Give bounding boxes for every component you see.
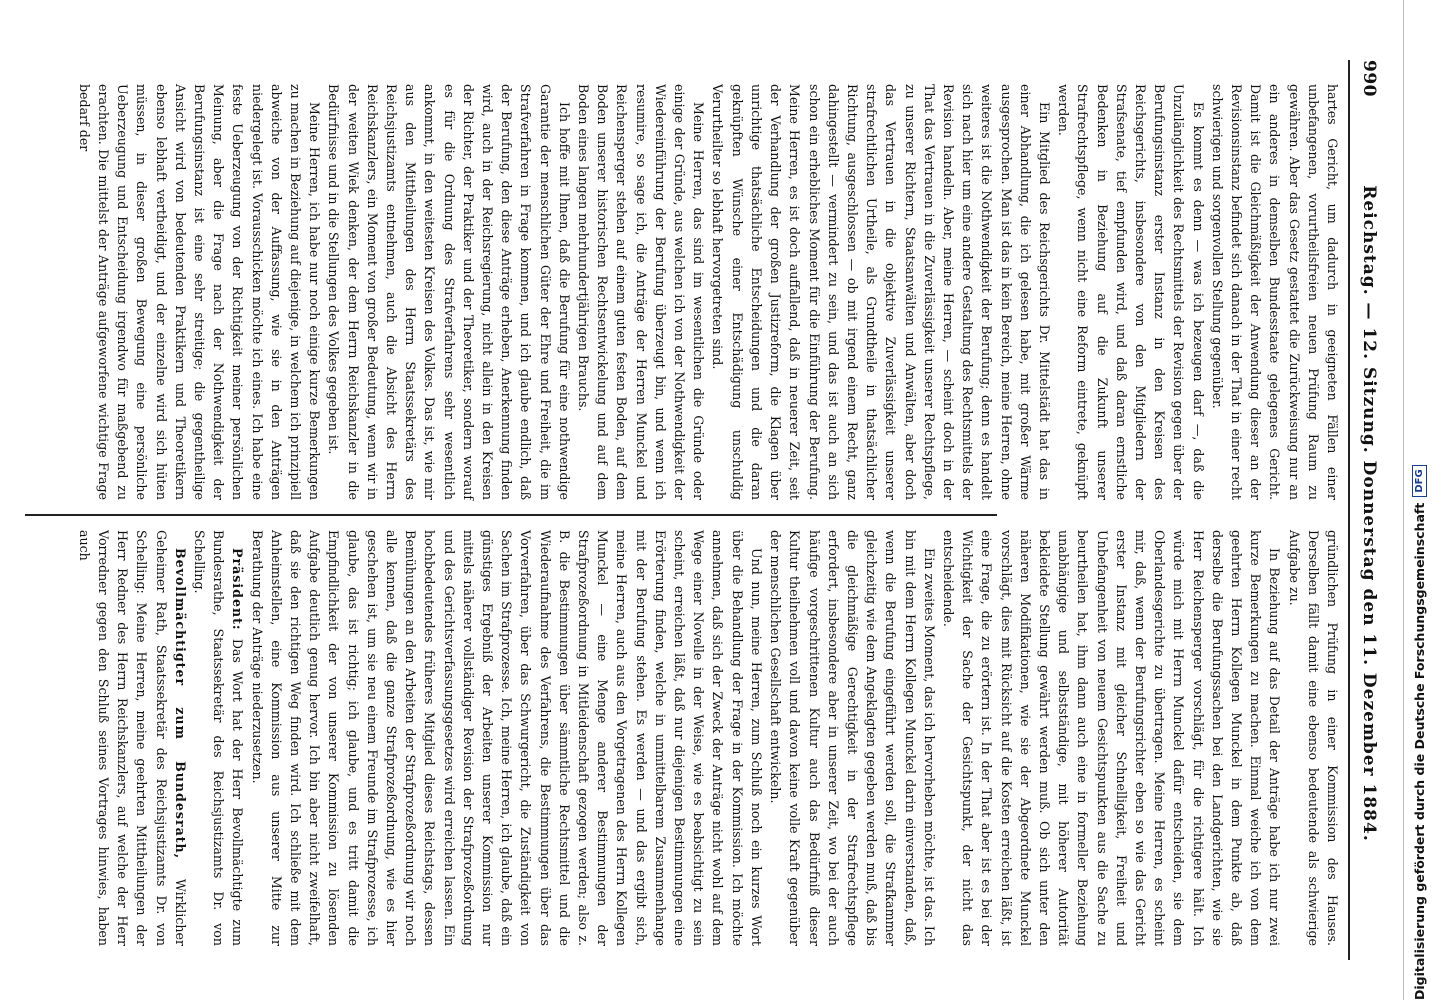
paragraph: Meine Herren, das sind im wesentlichen die Gründe oder einige der Gründe, aus welchen ich von der Nothwendigkeit der Wiedereinführung der Berufung überzeugt bin, und wenn ich resumire, so sage ich, die Anträge der Herren Munckel und Reichensperger stehen auf einem guten festen Boden, auf dem Boden unserer historischen Rechtsentwickelung und auf dem Boden eines langen mehrhundertjährigen Brauchs. xyxy=(576,84,707,500)
text-columns xyxy=(25,70,1342,960)
credit-text: Digitalisierung gefördert durch die Deutsche Forschungsgemeinschaft xyxy=(1411,502,1427,1000)
respondent-paragraph xyxy=(75,530,190,946)
dfg-logo: DFG xyxy=(1412,465,1427,496)
scan-edge-line xyxy=(1403,0,1404,1000)
paragraph: In Beziehung auf das Detail der Anträge habe ich nur zwei kurze Bemerkungen zu machen. Einmal weiche ich von dem geehrten Herrn Kollegen Munckel in dem Punkte ab, daß derselbe die Berufungssachen bei den Landgerichten, wie sie Herr Reichensperger vorschlägt, für die richtigere hält. Ich würde mich mit Herrn Munckel dafür entscheiden, sie dem Oberlandesgerichte zu übertragen. Meine Herren, es scheint mir, daß, wenn der Berufungsrichter eben so wie das Gericht erster Instanz mit gleicher Schnelligkeit, Freiheit und Unbefangenheit von neuem Gesichtspunkten aus die Sache zu beurtheilen hat, ihm dann auch eine in formeller Beziehung unabhängige und selbstständige, mit höherer Autorität bekleidete Stellung gewährt werden muß. Ob sich unter den näheren Modifikationen, wie sie der Abgeordnete Munckel vorschlägt, dies mit Rücksicht auf die Kosten erreichen läßt, ist eine Frage, die zu erörtern ist. In der That aber ist es bei der Wichtigkeit der Sache der Gesichtspunkt, der nicht das entscheidende. xyxy=(940,530,1283,946)
paragraph: Ein Mitglied des Reichsgerichts Dr. Mittelstädt hat das in einer Abhandlung, die ich gelesen habe, mit großer Wärme ausgesprochen. Man ist das in kein Bereich, meine Herren, ohne weiteres ist die Nothwendigkeit der Berufung; denn es handelt sich nach hier um eine andere Gestaltung des Rechtsmittels der Revision handeln. Aber, meine Herren, — scheint doch in der That das Vertrauen in die Zuverlässigkeit unserer Rechtspflege, zu unserer Richtern, Staatsanwälten und Anwälten, aber doch das Vertrauen in die objektive Zuverlässigkeit unserer strafrechtlichen Urtheile, als Grundtheile in thatsächlicher Richtung, ausgeschlossen — ob mit irgend einem Recht, ganz dahingestellt — vermindert zu sein, und das ist auch an sich schon ein erhebliches Moment für die Einführung der Berufung. Meine Herren, es ist doch auffallend, daß in neuerer Zeit, seit der Verhandlung der großen Justizreform, die Klagen über unrichtige thatsächliche Entscheidungen und die daran geknüpften Wünsche einer Entschädigung unschuldig Verurtheilter so lebhaft hervorgetreten sind. xyxy=(710,84,1052,500)
speaker-paragraph xyxy=(190,530,248,946)
paragraph: Es kommt es denn — was ich bezeugen darf —, daß die Unzulänglichkeit des Rechtsmittels der Revision gegen über der Berufungsinstanz erster Instanz in den Kreisen des Reichsgerichts, insbesondere von den Mitgliedern der Strafsenate, tief empfunden wird, und daß daran ernstliche Bedenken in Beziehung auf die Zukunft unserer Strafrechtspflege, wenn nicht eine Reform eintrete, geknüpft werden. xyxy=(1056,84,1206,500)
digitization-credit xyxy=(1409,0,1429,1000)
speaker-label: Präsident: xyxy=(230,548,246,631)
paragraph: Meine Herren, ich habe nur noch einige kurze Bemerkungen zu machen in Beziehung auf diejenige, in welchem ich prinzipiell abweiche von der Auffassung, wie sie in den Anträgen niedergelegt ist. Vorausschicken möchte ich eines. Ich habe eine feste Ueberzeugung von der Richtigkeit meiner persönlichen Meinung, aber die Frage nach der Nothwendigkeit der Berufungsinstanz ist eine sehr streitige; die gegentheilige Ansicht wird von bedeutenden Praktikern und Theoretikern ebenso lebhaft vertheidigt, und der einzelne wird sich hüten müssen, in dieser großen Bewegung eine persönliche Ueberzeugung und Entscheidung irgendwo für maßgebend zu erachten. Die mittelst der Anträge aufgeworfene wichtige Frage bedarf der xyxy=(76,84,323,500)
right-column xyxy=(25,516,1342,960)
respondent-text: Wirklicher Geheimer Rath, Staatssekretär des Reichsjustizamts Dr. von Schelling: Meine Herren, meine geehrten Mittheilungen der Herr Redner des Herrn Reichskanzlers, auf welche der Herr Vorredner gegen den Schluß seines Vortrages hinwies, haben auch xyxy=(76,530,188,946)
paragraph: Und nun, meine Herren, zum Schluß noch ein kurzes Wort über die Behandlung der Frage in der Kommission. Ich möchte annehmen, daß sich der Zweck der Anträge nicht wohl auf dem Wege einer Novelle in der Weise, wie es beabsichtigt zu sein scheint, erreichen läßt, daß nur diejenigen Bestimmungen eine Erörterung finden, welche in unmittelbarem Zusammenhange mit der Berufung stehen. Es werden — und das ergibt sich, meine Herren, auch aus den Vorgetragenen des Herrn Kollegen Munckel — eine Menge anderer Bestimmungen der Strafprozeßordnung in Mitleidenschaft gezogen werden; also z. B. die Bestimmungen über sämmtliche Rechtsmittel und die Wiederaufnahme des Verfahrens, die Bestimmungen über das Vorverfahren, über das Schwurgericht, die Zuständigkeit von Sachen im Strafprozesse. Ich, meine Herren, ich glaube, daß ein günstiges Ergebniß der Arbeiten unserer Kommission nur mittels näherer vollständiger Revision der Strafprozeßordnung und des Gerichtsverfassungsgesetzes wird erreichen lassen. Ein hochbedeutendes früheres Mitglied dieses Reichstags, dessen Bemühungen an den Arbeiten der Strafprozeßordnung wir noch alle kennen, daß die ganze Strafprozeßordnung, wie es hier geschehen ist, um sie neu einem Freunde im Strafprozesse, ich glaube, das ist richtig; ich glaube, und es tritt damit die Empfindlichkeit der von unserer Kommission zu lösenden Aufgabe deutlich genug hervor. Ich bin aber nicht zweifelhaft, daß sie den richtigen Weg finden wird. Ich schließe mit dem Anheimstellen, eine Kommission aus unserer Mitte zur Berathung der Anträge niederzusetzen. xyxy=(249,530,764,946)
paragraph: hartes Gericht, um dadurch in geeigneten Fällen einer unbefangenen, vorurtheilsfreien neuen Prüfung Raum zu gewähren. Aber das Gesetz gestattet die Zurückweisung nur an ein anderes in demselben Bundesstaate gelegenes Gericht. Damit ist die Gleichmäßigkeit der Anwendung dieser an der Revisionsinstanz befindet sich danach in der That in einer recht schwierigen und sorgenvollen Stellung gegenüber. xyxy=(1209,84,1340,500)
respondent-label: Bevollmächtigter zum Bundesrath, xyxy=(172,548,188,860)
header-rule xyxy=(1348,60,1350,960)
paragraph: gründlichen Prüfung in einer Kommission des Hauses. Derselben fällt damit eine ebenso bedeutende als schwierige Aufgabe zu. xyxy=(1286,530,1340,946)
paragraph: Ein zweites Moment, das ich hervorheben möchte, ist das. Ich bin mit dem Herrn Kollegen Munckel darin einverstanden, daß, wenn die Berufung eingeführt werden soll, die Strafkammer gleichzeitig wie dem Angeklagten gegeben werden muß, daß bis die gleichmäßige Gerechtigkeit in der Strafrechtspflege erfordert, insbesondere aber in unserer Zeit, wo bei der auch häufige vorgeschrittenen Kultur auch das Bedürfniß dieser Kultur theilnehmen voll und davon keine volle Kraft gegenüber der menschlichen Gesellschaft entwickeln. xyxy=(768,530,937,946)
page-header xyxy=(1352,60,1386,960)
page-number: 990 xyxy=(1359,60,1379,97)
left-column xyxy=(25,70,1342,514)
running-head: Reichstag. — 12. Sitzung. Donnerstag den 11. Dezember 1884. xyxy=(1359,185,1379,842)
paragraph: Ich hoffe mit Ihnen, daß die Berufung für eine nothwendige Garantie der menschlichen Güter der Ehre und Freiheit, die im Strafverfahren in Frage kommen, und ich glaube endlich, daß der Berufung, den diese Anträge erheben, Anerkennung finden wird, auch in der Reichsregierung, nicht allein in den Kreisen der Richter, der Praktiker und der Theoretiker, sondern worauf es für die Ordnung des Strafverfahrens sehr wesentlich ankommt, in den weitesten Kreisen des Volkes. Das ist, wie mir aus den Mittheilungen des Herrn Staatssekretärs des Reichsjustizamts entnehmen, auch die Absicht des Herrn Reichskanzlers, ein Moment von großer Bedeutung, wenn wir in der weiten Wiek denken, der dem Herrn Reichskanzler in die Bedürfnisse und in die Stellungen des Volkes gegeben ist. xyxy=(326,84,572,500)
speaker-text: Das Wort hat der Herr Bevollmächtigte zum Bundesrathe, Staatssekretär des Reichsjustizamts Dr. von Schelling. xyxy=(192,530,246,946)
